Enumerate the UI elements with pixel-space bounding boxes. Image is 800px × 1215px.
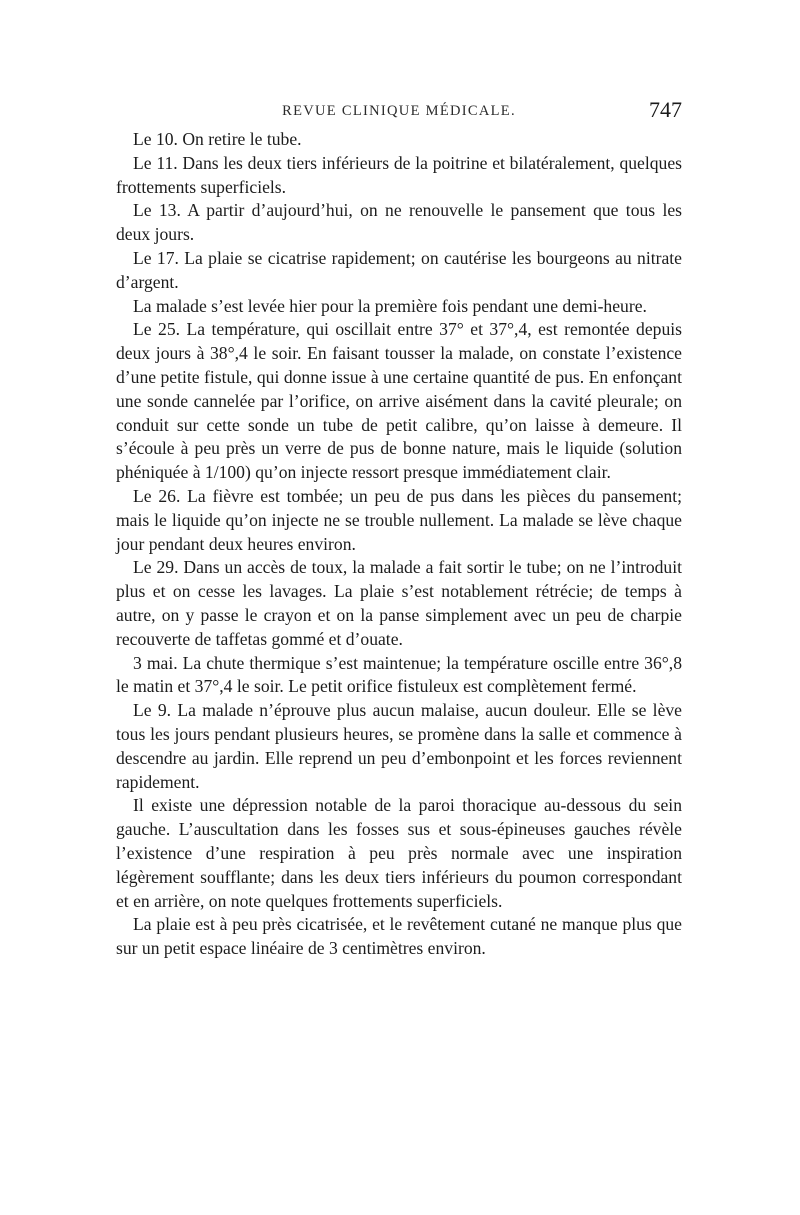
paragraph-day-9: Le 9. La malade n’éprouve plus aucun malaise, aucun douleur. Elle se lève tous les jours pendant plusieurs heures, se promène dans la salle et commence à descendre au jardin. Elle reprend un peu d’embonpoint et les forces reviennent rapidement. (116, 700, 682, 792)
paragraph-day-26: Le 26. La fièvre est tombée; un peu de pus dans les pièces du pansement; mais le liquide qu’on injecte ne se trouble nullement. La malade se lève chaque jour pendant deux heures environ. (116, 485, 682, 554)
paragraph-day-29: Le 29. Dans un accès de toux, la malade a fait sortir le tube; on ne l’introduit plus et on cesse les lavages. La plaie s’est notablement rétrécie; de temps à autre, on y passe le crayon et on la panse simplement avec un peu de charpie recouverte de taffetas gommé et d’ouate. (116, 557, 682, 649)
paragraph-day-13: Le 13. A partir d’aujourd’hui, on ne renouvelle le pansement que tous les deux jours. (116, 200, 682, 245)
paragraph-first-rising: La malade s’est levée hier pour la première fois pendant une demi-heure. (133, 295, 647, 316)
paragraph-day-11: Le 11. Dans les deux tiers inférieurs de la poitrine et bilatéralement, quelques frottements superficiels. (116, 152, 682, 197)
paragraph-wound-healed: La plaie est à peu près cicatrisée, et le revêtement cutané ne manque plus que sur un petit espace linéaire de 3 centimètres environ. (116, 914, 682, 959)
paragraph-may-3: 3 mai. La chute thermique s’est maintenue; la température oscille entre 36°,8 le matin et 37°,4 le soir. Le petit orifice fistuleux est complètement fermé. (116, 652, 682, 697)
running-head (116, 97, 682, 125)
paragraph-day-25: Le 25. La température, qui oscillait entre 37° et 37°,4, est remontée depuis deux jours à 38°,4 le soir. En faisant tousser la malade, on constate l’existence d’une petite fistule, qui donne issue à une certaine quantité de pus. En enfonçant une sonde cannelée par l’orifice, on arrive aisément dans la cavité pleurale; on conduit sur cette sonde un tube de petit calibre, qu’on laisse à demeure. Il s’écoule à peu près un verre de pus de bonne nature, mais le liquide (solution phéniquée à 1/100) qu’on injecte ressort presque immédiatement clair. (116, 319, 682, 483)
body-text (116, 128, 682, 961)
paragraph-day-10: Le 10. On retire le tube. (133, 129, 302, 149)
running-head-title: REVUE CLINIQUE MÉDICALE. (282, 103, 516, 119)
paragraph-thoracic-depression: Il existe une dépression notable de la paroi thoracique au-dessous du sein gauche. L’auscultation dans les fosses sus et sous-épineuses gauches révèle l’existence d’une respiration à peu près normale avec une inspiration légèrement soufflante; dans les deux tiers inférieurs du poumon correspondant et en arrière, on note quelques frottements superficiels. (116, 795, 682, 911)
paragraph-day-17: Le 17. La plaie se cicatrise rapidement; on cautérise les bourgeons au nitrate d’argent. (116, 247, 682, 292)
page-number: 747 (649, 97, 682, 122)
